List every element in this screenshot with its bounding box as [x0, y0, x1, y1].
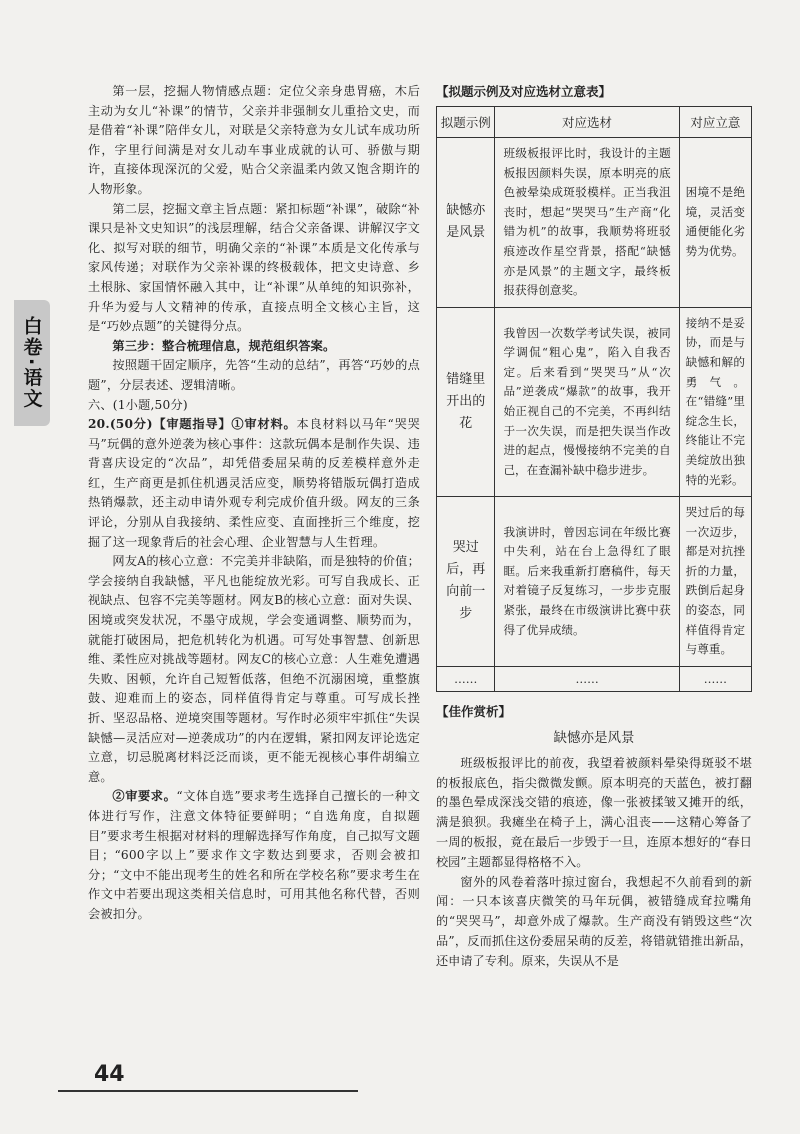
- ellipsis-cell: ……: [495, 666, 679, 691]
- table-header-row: [437, 107, 752, 138]
- appreciation-heading: 【佳作赏析】: [436, 703, 512, 719]
- ellipsis-cell: ……: [679, 666, 751, 691]
- row-theme: 接纳不是妥协，而是与缺憾和解的勇气。在“错缝”里绽念生长，终能让不完美绽放出独特的光彩。: [679, 307, 751, 496]
- header-title: 拟题示例: [437, 107, 495, 138]
- ellipsis-cell: ……: [437, 666, 495, 691]
- side-tab-label: 白卷·语文: [20, 316, 43, 410]
- table-row: [437, 307, 752, 496]
- analysis-paragraph-1: 第一层，挖掘人物情感点题：定位父亲身患胃癌，木后主动为女儿“补课”的情节，父亲并非强制女儿重拾文史，而是借着“补课”陪伴女儿，对联是父亲特意为女儿试车成功所作，字里行间满是对女儿动车事业成就的认可、骄傲与期许，直接体现深沉的父爱，贴合父亲温柔内敛又饱含期许的人物形象。: [88, 84, 420, 196]
- row-title: 错缝里开出的花: [437, 307, 495, 496]
- essay-title: 缺憾亦是风景: [553, 729, 635, 746]
- row-material: 我曾因一次数学考试失误，被同学调侃“粗心鬼”，陷入自我否定。后来看到“哭哭马”从“次品”逆袭成“爆款”的故事，我开始正视自己的不完美，不再纠结于一次失误，而是把失误当作改进的起点，慢慢接纳不完美的自己，在查漏补缺中稳步进步。: [495, 307, 679, 496]
- table-row-ellipsis: [437, 666, 752, 691]
- bottom-divider: [58, 1090, 358, 1092]
- row-material: 班级板报评比时，我设计的主题板报因颜料失误，原本明亮的底色被晕染成斑驳模样。正当我沮丧时，想起“哭哭马”生产商“化错为机”的故事，我顺势将班驳痕迹改作星空背景，搭配“缺憾亦是风景”的主题文字，最终板报获得创意奖。: [495, 138, 679, 308]
- table-row: [437, 138, 752, 308]
- row-theme: 困境不是绝境，灵活变通便能化劣势为优势。: [679, 138, 751, 308]
- left-column: [88, 82, 420, 925]
- q20-paragraph-3: [88, 787, 420, 924]
- step3-label: 第三步：整合梳理信息，规范组织答案。: [112, 338, 336, 353]
- row-title: 哭过后，再向前一步: [437, 497, 495, 667]
- q20-paragraph-2: 网友A的核心立意：不完美并非缺陷，而是独特的价值；学会接纳自我缺憾，平凡也能绽放光彩。可写自我成长、正视缺点、包容不完美等题材。网友B的核心立意：面对失误、困境或突发状况，不墨守成规，学会变通调整、顺势而为，就能打破困局，把危机转化为机遇。可写处事智慧、创新思维、柔性应对挑战等题材。网友C的核心立意：人生难免遭遇失败、困顿，允许自己短暂低落，但绝不沉溺困境，重整旗鼓、迎难而上的姿态，同样值得肯定与尊重。可写成长挫折、坚忍品格、逆境突围等题材。写作时必须牢牢抓住“失误缺憾—灵活应对—逆袭成功”的内在逻辑，紧扣网友评论选定立意，切忌脱离材料泛泛而谈，更不能无视核心事件胡编立意。: [88, 554, 420, 784]
- table-heading: 【拟题示例及对应选材立意表】: [436, 84, 612, 99]
- essay-paragraph: 班级板报评比的前夜，我望着被颜料晕染得斑驳不堪的板报底色，指尖微微发颤。原本明亮的天蓝色，被打翻的墨色晕成深浅交错的痕迹，像一张被揉皱又摊开的纸，满是狼狈。我瘫坐在椅子上，满心沮丧——这精心筹备了一周的板报，竟在最后一步毁于一旦，连原本想好的“春日校园”主题都显得格格不入。: [436, 755, 752, 869]
- reference-table: [436, 106, 752, 692]
- section6-heading: 六、(1小题,50分): [88, 397, 188, 412]
- q20-p3-lead: ②审要求。: [112, 789, 177, 804]
- q20-lead: (50分)【审题指导】①审材料。: [109, 417, 297, 432]
- step3-text: 按照题干固定顺序，先答“生动的总结”，再答“巧妙的点题”，分层表述、逻辑清晰。: [88, 358, 420, 392]
- q20-text: 本良材料以马年“哭哭马”玩偶的意外逆袭为核心事件：这款玩偶本是制作失误、违背喜庆设定的“次品”，却凭借委屈呆萌的反差模样意外走红，生产商更是抓住机遇灵活应变，顺势将错版玩偶打造成热销爆款，还主动申请外观专利完成价值升级。网友的三条评论，分别从自我接纳、柔性应变、直面挫折三个维度，挖掘了这一现象背后的社会心理、企业智慧与人生哲理。: [88, 417, 420, 549]
- row-theme: 哭过后的每一次迈步，都是对抗挫折的力量，跌倒后起身的姿态，同样值得肯定与尊重。: [679, 497, 751, 667]
- essay-paragraph: 窗外的风卷着落叶掠过窗台，我想起不久前看到的新闻：一只本该喜庆微笑的马年玩偶，被错缝成耷拉嘴角的“哭哭马”，却意外成了爆款。生产商没有销毁这些“次品”，反而抓住这份委屈呆萌的反差，将错就错推出新品，还申请了专利。原来，失误从不是: [436, 874, 752, 968]
- q20-number: 20.: [88, 417, 110, 432]
- table-row: [437, 497, 752, 667]
- row-material: 我演讲时，曾因忘词在年级比赛中失利，站在台上急得红了眼眶。后来我重新打磨稿件，每天对着镜子反复练习，一步步克服紧张，最终在市级演讲比赛中获得了优异成绩。: [495, 497, 679, 667]
- side-tab: [14, 300, 50, 426]
- q20-paragraph: [88, 415, 420, 552]
- analysis-paragraph-2: 第二层，挖掘文章主旨点题：紧扣标题“补课”，破除“补课只是补文史知识”的浅层理解，结合父亲备课、讲解汉字文化、拟写对联的细节，明确父亲的“补课”本质是文化传承与家风传递；对联作为父亲补课的终极载体，把文史诗意、乡土根脉、家国情怀融入其中，让“补课”从单纯的知识弥补，升华为爱与人文精神的传承，直接点明全文核心主旨，这是“巧妙点题”的关键得分点。: [88, 201, 420, 334]
- q20-p3-text: “文体自选”要求考生选择自己擅长的一种文体进行写作，注意文体特征要鲜明；“自选角度，自拟题目”要求考生根据对材料的理解选择写作角度，自己拟写文题目；“600字以上”要求作文字数达到要求，否则会被扣分；“文中不能出现考生的姓名和所在学校名称”要求考生在作文中若要出现这类相关信息时，可用其他名称代替，否则会被扣分。: [88, 789, 421, 921]
- right-column: [436, 82, 752, 972]
- header-theme: 对应立意: [679, 107, 751, 138]
- header-material: 对应选材: [495, 107, 679, 138]
- row-title: 缺憾亦是风景: [437, 138, 495, 308]
- page-number: 44: [94, 1062, 125, 1087]
- essay-body: [436, 754, 752, 972]
